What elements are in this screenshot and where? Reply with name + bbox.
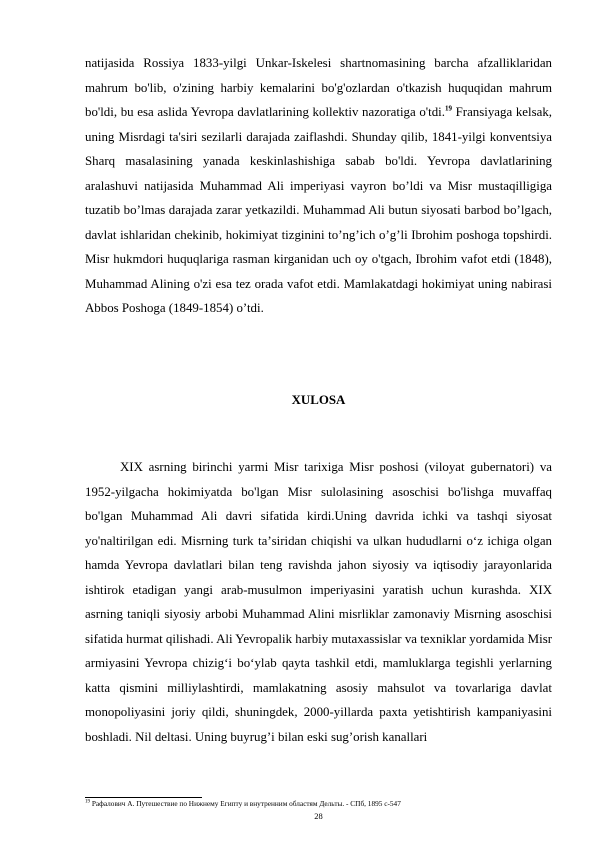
footnote: [85, 799, 555, 809]
footnote-reference[interactable]: 19: [444, 104, 452, 113]
footnote-text: Рафалович А. Путешествие по Нижнему Египту и внутренним областям Дельты. - СПб, 1895 с-547: [90, 799, 401, 808]
section-heading: XULOSA: [291, 393, 346, 407]
footnote-mark: 19: [85, 799, 90, 805]
body-paragraph-conclusion: XIX asrning birinchi yarmi Misr tarixiga Misr poshosi (viloyat gubernatori) va 1952-yilgacha hokimiyatda bo'lgan Misr sulolasining asoschisi bo'lishga muvaffaq bo'lgan Muhammad Ali davri sifatida kirdi.Uning davrida ichki va tashqi siyosat yo'naltirilgan edi. Misrning turk taʼsiridan chiqishi va ulkan hududlarni oʻz ichiga olgan hamda Yevropa davlatlari bilan teng ravishda jahon siyosiy va iqtisodiy jarayonlarida ishtirok etadigan yangi arab-musulmon imperiyasini yaratish uchun kurashda. XIX asrning taniqli siyosiy arbobi Muhammad Alini misrliklar zamonaviy Misrning asoschisi sifatida hurmat qilishadi. Ali Yevropalik harbiy mutaxassislar va texniklar yordamida Misr armiyasini Yevropa chizigʻi boʻylab qayta tashkil etdi, mamluklarga tegishli yerlarning katta qismini milliylashtirdi, mamlakatning asosiy mahsulot va tovarlariga davlat monopoliyasini joriy qildi, shuningdek, 2000-yillarda paxta yetishtirish kampaniyasini boshladi. Nil deltasi. Uning buyrug’i bilan eski sug’orish kanallari: [85, 460, 552, 744]
paragraph-text-after-footnote: Fransiyaga kelsak, uning Misrdagi ta'siri sezilarli darajada zaiflashdi. Shunday qilib, 1841-yilgi konventsiya Sharq masalasining yanada keskinlashishiga sabab bo'ldi. Yevropa davlatlarining aralashuvi natijasida Muhammad Ali imperiyasi vayron bo’ldi va Misr mustaqilligiga tuzatib bo’lmas darajada zarar yetkazildi. Muhammad Ali butun siyosati barbod bo’lgach, davlat ishlaridan chekinib, hokimiyat tizginini to’ng’ich o’g’li Ibrohim poshoga topshirdi. Misr hukmdori huquqlariga rasman kirganidan uch oy o'tgach, Ibrohim vafot etdi (1848), Muhammad Alining o'zi esa tez orada vafot etdi. Mamlakatdagi hokimiyat uning nabirasi Abbos Poshoga (1849-1854) o’tdi.: [85, 105, 552, 315]
paragraph-text-before-footnote: natijasida Rossiya 1833-yilgi Unkar-Iskelesi shartnomasining barcha afzalliklaridan mahrum bo'lib, o'zining harbiy kemalarini bo'g'ozlardan o'tkazish huquqidan mahrum bo'ldi, bu esa aslida Yevropa davlatlarining kollektiv nazoratiga o'tdi.: [85, 56, 552, 119]
body-paragraph-continued: [85, 51, 552, 321]
page-number: 28: [314, 811, 323, 821]
footnote-divider: [85, 797, 202, 798]
